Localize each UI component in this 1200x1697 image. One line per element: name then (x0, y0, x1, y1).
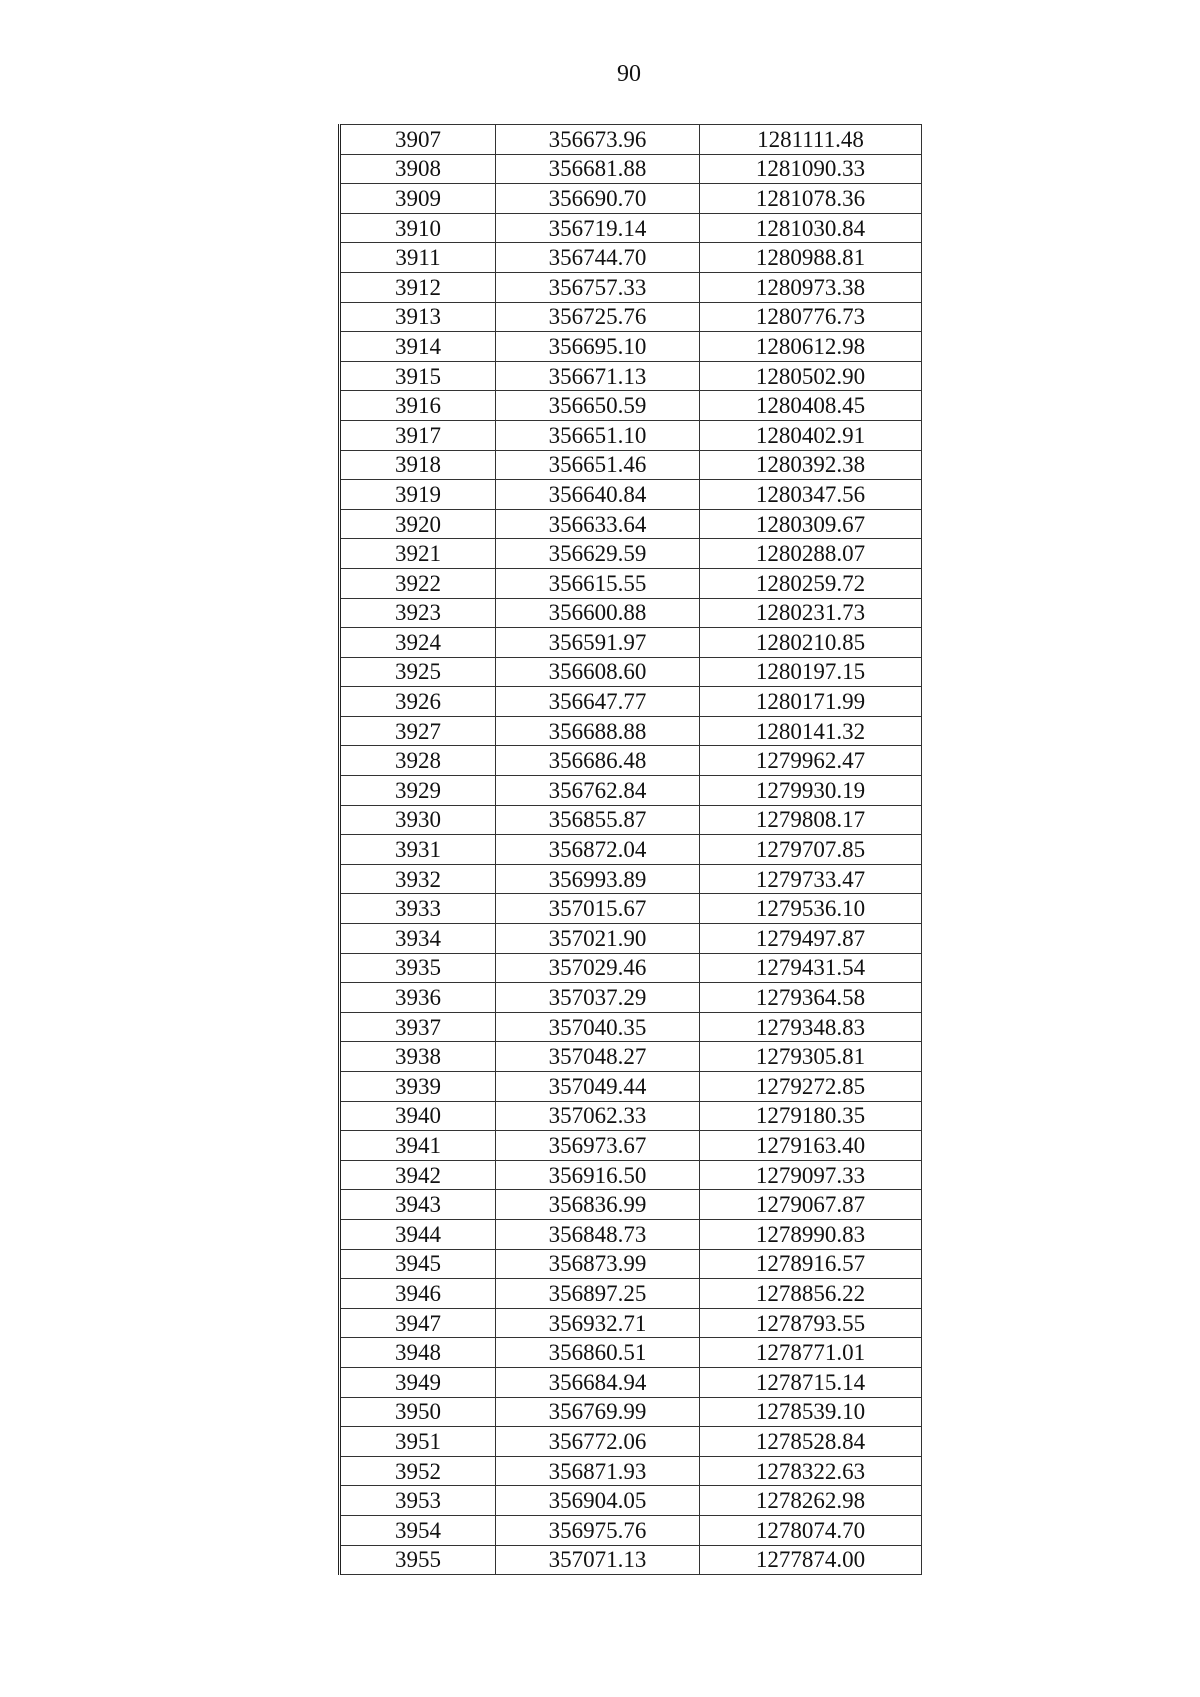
point-id-cell: 3950 (340, 1397, 496, 1427)
point-id-cell: 3913 (340, 302, 496, 332)
y-coordinate-cell: 1278916.57 (700, 1249, 922, 1279)
x-coordinate-cell: 356973.67 (496, 1131, 700, 1161)
coordinates-table-body (340, 125, 922, 1575)
coordinates-table (338, 124, 922, 1575)
point-id-cell: 3916 (340, 391, 496, 421)
x-coordinate-cell: 356993.89 (496, 864, 700, 894)
y-coordinate-cell: 1277874.00 (700, 1545, 922, 1575)
x-coordinate-cell: 356650.59 (496, 391, 700, 421)
x-coordinate-cell: 356633.64 (496, 509, 700, 539)
point-id-cell: 3951 (340, 1427, 496, 1457)
y-coordinate-cell: 1280197.15 (700, 657, 922, 687)
y-coordinate-cell: 1280309.67 (700, 509, 922, 539)
y-coordinate-cell: 1279707.85 (700, 835, 922, 865)
point-id-cell: 3935 (340, 953, 496, 983)
y-coordinate-cell: 1278990.83 (700, 1219, 922, 1249)
point-id-cell: 3937 (340, 1012, 496, 1042)
table-row (340, 1397, 922, 1427)
table-row (340, 924, 922, 954)
y-coordinate-cell: 1278539.10 (700, 1397, 922, 1427)
table-row (340, 1131, 922, 1161)
point-id-cell: 3921 (340, 539, 496, 569)
table-row (340, 361, 922, 391)
point-id-cell: 3931 (340, 835, 496, 865)
x-coordinate-cell: 356744.70 (496, 243, 700, 273)
y-coordinate-cell: 1280392.38 (700, 450, 922, 480)
table-row (340, 894, 922, 924)
x-coordinate-cell: 356860.51 (496, 1338, 700, 1368)
table-row (340, 509, 922, 539)
y-coordinate-cell: 1280408.45 (700, 391, 922, 421)
table-row (340, 1486, 922, 1516)
table-row (340, 420, 922, 450)
point-id-cell: 3955 (340, 1545, 496, 1575)
x-coordinate-cell: 356848.73 (496, 1219, 700, 1249)
y-coordinate-cell: 1279067.87 (700, 1190, 922, 1220)
table-row (340, 1190, 922, 1220)
point-id-cell: 3933 (340, 894, 496, 924)
x-coordinate-cell: 356836.99 (496, 1190, 700, 1220)
y-coordinate-cell: 1278262.98 (700, 1486, 922, 1516)
point-id-cell: 3911 (340, 243, 496, 273)
y-coordinate-cell: 1279808.17 (700, 805, 922, 835)
y-coordinate-cell: 1279930.19 (700, 776, 922, 806)
x-coordinate-cell: 356686.48 (496, 746, 700, 776)
point-id-cell: 3934 (340, 924, 496, 954)
table-row (340, 154, 922, 184)
x-coordinate-cell: 356671.13 (496, 361, 700, 391)
table-row (340, 1308, 922, 1338)
table-row (340, 1545, 922, 1575)
point-id-cell: 3946 (340, 1279, 496, 1309)
table-row (340, 1338, 922, 1368)
point-id-cell: 3919 (340, 480, 496, 510)
table-row (340, 1042, 922, 1072)
point-id-cell: 3949 (340, 1367, 496, 1397)
point-id-cell: 3907 (340, 125, 496, 155)
point-id-cell: 3927 (340, 716, 496, 746)
table-row (340, 272, 922, 302)
table-row (340, 746, 922, 776)
y-coordinate-cell: 1279733.47 (700, 864, 922, 894)
y-coordinate-cell: 1279536.10 (700, 894, 922, 924)
y-coordinate-cell: 1280612.98 (700, 332, 922, 362)
table-row (340, 539, 922, 569)
table-row (340, 568, 922, 598)
point-id-cell: 3909 (340, 184, 496, 214)
x-coordinate-cell: 356871.93 (496, 1456, 700, 1486)
y-coordinate-cell: 1279431.54 (700, 953, 922, 983)
y-coordinate-cell: 1279163.40 (700, 1131, 922, 1161)
table-row (340, 657, 922, 687)
table-row (340, 1072, 922, 1102)
x-coordinate-cell: 356651.46 (496, 450, 700, 480)
point-id-cell: 3920 (340, 509, 496, 539)
y-coordinate-cell: 1278856.22 (700, 1279, 922, 1309)
y-coordinate-cell: 1280988.81 (700, 243, 922, 273)
table-row (340, 687, 922, 717)
x-coordinate-cell: 356615.55 (496, 568, 700, 598)
point-id-cell: 3929 (340, 776, 496, 806)
point-id-cell: 3941 (340, 1131, 496, 1161)
point-id-cell: 3910 (340, 213, 496, 243)
table-row (340, 1367, 922, 1397)
y-coordinate-cell: 1279097.33 (700, 1160, 922, 1190)
x-coordinate-cell: 356873.99 (496, 1249, 700, 1279)
y-coordinate-cell: 1280402.91 (700, 420, 922, 450)
x-coordinate-cell: 356647.77 (496, 687, 700, 717)
point-id-cell: 3912 (340, 272, 496, 302)
point-id-cell: 3915 (340, 361, 496, 391)
point-id-cell: 3922 (340, 568, 496, 598)
y-coordinate-cell: 1279497.87 (700, 924, 922, 954)
table-row (340, 1012, 922, 1042)
x-coordinate-cell: 357048.27 (496, 1042, 700, 1072)
x-coordinate-cell: 357049.44 (496, 1072, 700, 1102)
y-coordinate-cell: 1280171.99 (700, 687, 922, 717)
x-coordinate-cell: 356904.05 (496, 1486, 700, 1516)
y-coordinate-cell: 1281078.36 (700, 184, 922, 214)
x-coordinate-cell: 357029.46 (496, 953, 700, 983)
x-coordinate-cell: 357037.29 (496, 983, 700, 1013)
table-row (340, 598, 922, 628)
y-coordinate-cell: 1278715.14 (700, 1367, 922, 1397)
table-row (340, 953, 922, 983)
table-row (340, 1160, 922, 1190)
x-coordinate-cell: 356688.88 (496, 716, 700, 746)
y-coordinate-cell: 1278771.01 (700, 1338, 922, 1368)
table-row (340, 1249, 922, 1279)
point-id-cell: 3938 (340, 1042, 496, 1072)
table-row (340, 125, 922, 155)
y-coordinate-cell: 1280141.32 (700, 716, 922, 746)
table-row (340, 1427, 922, 1457)
y-coordinate-cell: 1279364.58 (700, 983, 922, 1013)
y-coordinate-cell: 1278322.63 (700, 1456, 922, 1486)
y-coordinate-cell: 1278528.84 (700, 1427, 922, 1457)
point-id-cell: 3924 (340, 628, 496, 658)
x-coordinate-cell: 356757.33 (496, 272, 700, 302)
table-row (340, 332, 922, 362)
x-coordinate-cell: 356719.14 (496, 213, 700, 243)
y-coordinate-cell: 1278793.55 (700, 1308, 922, 1338)
point-id-cell: 3939 (340, 1072, 496, 1102)
table-row (340, 1101, 922, 1131)
x-coordinate-cell: 356673.96 (496, 125, 700, 155)
point-id-cell: 3923 (340, 598, 496, 628)
table-row (340, 835, 922, 865)
point-id-cell: 3925 (340, 657, 496, 687)
y-coordinate-cell: 1280973.38 (700, 272, 922, 302)
y-coordinate-cell: 1280210.85 (700, 628, 922, 658)
page-number: 90 (617, 61, 641, 87)
point-id-cell: 3932 (340, 864, 496, 894)
x-coordinate-cell: 356591.97 (496, 628, 700, 658)
point-id-cell: 3908 (340, 154, 496, 184)
y-coordinate-cell: 1281030.84 (700, 213, 922, 243)
y-coordinate-cell: 1280231.73 (700, 598, 922, 628)
point-id-cell: 3917 (340, 420, 496, 450)
x-coordinate-cell: 356640.84 (496, 480, 700, 510)
table-row (340, 1279, 922, 1309)
table-row (340, 184, 922, 214)
y-coordinate-cell: 1279272.85 (700, 1072, 922, 1102)
x-coordinate-cell: 356762.84 (496, 776, 700, 806)
point-id-cell: 3940 (340, 1101, 496, 1131)
table-row (340, 716, 922, 746)
x-coordinate-cell: 356684.94 (496, 1367, 700, 1397)
table-row (340, 805, 922, 835)
point-id-cell: 3942 (340, 1160, 496, 1190)
y-coordinate-cell: 1280347.56 (700, 480, 922, 510)
x-coordinate-cell: 357062.33 (496, 1101, 700, 1131)
x-coordinate-cell: 356772.06 (496, 1427, 700, 1457)
table-row (340, 1515, 922, 1545)
point-id-cell: 3926 (340, 687, 496, 717)
x-coordinate-cell: 356600.88 (496, 598, 700, 628)
point-id-cell: 3952 (340, 1456, 496, 1486)
y-coordinate-cell: 1280776.73 (700, 302, 922, 332)
table-row (340, 302, 922, 332)
y-coordinate-cell: 1281090.33 (700, 154, 922, 184)
table-row (340, 864, 922, 894)
point-id-cell: 3936 (340, 983, 496, 1013)
x-coordinate-cell: 356725.76 (496, 302, 700, 332)
table-row (340, 1219, 922, 1249)
point-id-cell: 3945 (340, 1249, 496, 1279)
table-row (340, 628, 922, 658)
point-id-cell: 3948 (340, 1338, 496, 1368)
table-row (340, 243, 922, 273)
table-row (340, 776, 922, 806)
x-coordinate-cell: 356872.04 (496, 835, 700, 865)
y-coordinate-cell: 1279180.35 (700, 1101, 922, 1131)
x-coordinate-cell: 356651.10 (496, 420, 700, 450)
table-row (340, 1456, 922, 1486)
x-coordinate-cell: 356629.59 (496, 539, 700, 569)
x-coordinate-cell: 356975.76 (496, 1515, 700, 1545)
x-coordinate-cell: 356897.25 (496, 1279, 700, 1309)
x-coordinate-cell: 356932.71 (496, 1308, 700, 1338)
y-coordinate-cell: 1279305.81 (700, 1042, 922, 1072)
table-row (340, 391, 922, 421)
x-coordinate-cell: 356769.99 (496, 1397, 700, 1427)
x-coordinate-cell: 356608.60 (496, 657, 700, 687)
y-coordinate-cell: 1281111.48 (700, 125, 922, 155)
x-coordinate-cell: 356690.70 (496, 184, 700, 214)
x-coordinate-cell: 357040.35 (496, 1012, 700, 1042)
x-coordinate-cell: 357071.13 (496, 1545, 700, 1575)
x-coordinate-cell: 356695.10 (496, 332, 700, 362)
x-coordinate-cell: 356916.50 (496, 1160, 700, 1190)
table-row (340, 213, 922, 243)
point-id-cell: 3918 (340, 450, 496, 480)
x-coordinate-cell: 356681.88 (496, 154, 700, 184)
x-coordinate-cell: 356855.87 (496, 805, 700, 835)
y-coordinate-cell: 1279962.47 (700, 746, 922, 776)
point-id-cell: 3947 (340, 1308, 496, 1338)
y-coordinate-cell: 1278074.70 (700, 1515, 922, 1545)
y-coordinate-cell: 1280259.72 (700, 568, 922, 598)
point-id-cell: 3928 (340, 746, 496, 776)
y-coordinate-cell: 1280502.90 (700, 361, 922, 391)
point-id-cell: 3914 (340, 332, 496, 362)
x-coordinate-cell: 357021.90 (496, 924, 700, 954)
point-id-cell: 3943 (340, 1190, 496, 1220)
y-coordinate-cell: 1280288.07 (700, 539, 922, 569)
point-id-cell: 3953 (340, 1486, 496, 1516)
point-id-cell: 3954 (340, 1515, 496, 1545)
table-row (340, 450, 922, 480)
point-id-cell: 3944 (340, 1219, 496, 1249)
table-row (340, 983, 922, 1013)
table-row (340, 480, 922, 510)
x-coordinate-cell: 357015.67 (496, 894, 700, 924)
y-coordinate-cell: 1279348.83 (700, 1012, 922, 1042)
point-id-cell: 3930 (340, 805, 496, 835)
